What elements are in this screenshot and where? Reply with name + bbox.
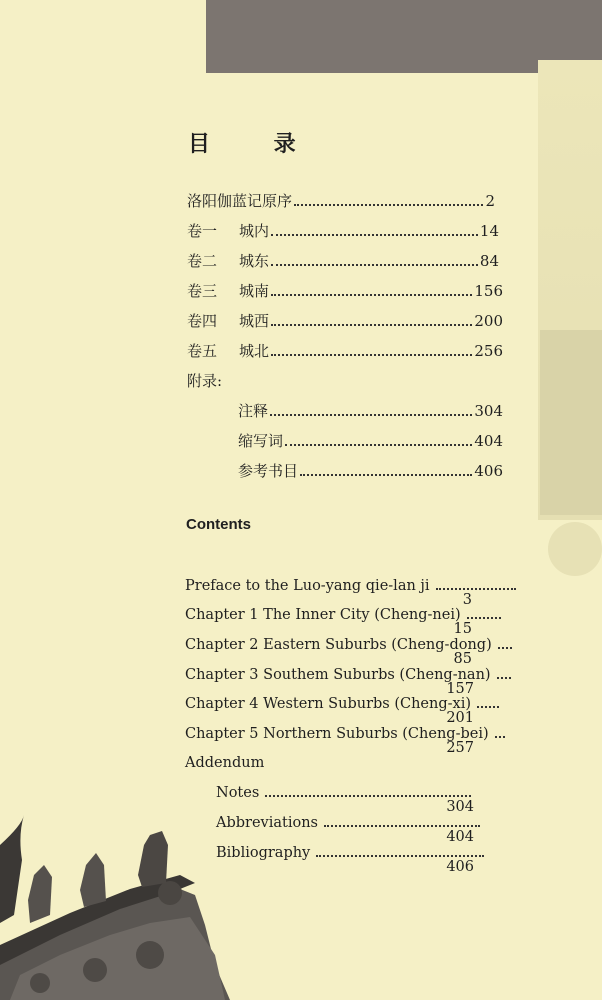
cn-toc-entry[interactable] bbox=[187, 250, 499, 271]
cn-toc-page: 14 bbox=[479, 222, 499, 240]
dot-leader bbox=[265, 785, 471, 797]
cn-appendix-heading bbox=[187, 370, 222, 391]
dot-leader bbox=[271, 253, 478, 266]
cn-toc-page: 2 bbox=[485, 192, 495, 210]
cn-toc-page: 84 bbox=[479, 252, 499, 270]
en-toc-page: 85 bbox=[453, 651, 472, 667]
cn-toc-entry[interactable] bbox=[238, 400, 503, 421]
en-toc-label: Chapter 4 Western Suburbs (Cheng-xi) bbox=[185, 696, 471, 712]
cn-toc-page: 200 bbox=[474, 312, 503, 330]
en-toc-page: 201 bbox=[446, 710, 474, 726]
cn-toc-label: 城内 bbox=[239, 222, 270, 240]
cn-volume-label: 卷一 bbox=[187, 222, 218, 240]
cn-toc-entry[interactable] bbox=[187, 220, 499, 241]
en-toc-page: 404 bbox=[446, 829, 474, 845]
en-toc-page: 304 bbox=[446, 799, 474, 815]
cn-contents-title: 目 录 bbox=[188, 131, 324, 157]
cn-toc-label: 洛阳伽蓝记原序 bbox=[187, 192, 293, 210]
bleed-through-circle bbox=[548, 522, 602, 576]
en-toc-label: Chapter 5 Northern Suburbs (Cheng-bei) bbox=[185, 726, 489, 742]
cn-toc-label: 注释 bbox=[238, 402, 269, 420]
cn-toc-entry[interactable] bbox=[238, 460, 503, 481]
dot-leader bbox=[477, 696, 499, 708]
cn-appendix-label: 附录: bbox=[187, 372, 223, 390]
cn-toc-entry[interactable] bbox=[187, 310, 503, 331]
cn-toc-page: 304 bbox=[474, 402, 503, 420]
en-toc-page: 15 bbox=[453, 621, 472, 637]
cn-toc-label: 缩写词 bbox=[238, 432, 284, 450]
dot-leader bbox=[300, 463, 472, 476]
dot-leader bbox=[467, 607, 501, 619]
dot-leader bbox=[316, 845, 484, 857]
cn-toc-page: 156 bbox=[474, 282, 503, 300]
en-addendum-label: Addendum bbox=[185, 755, 265, 771]
cn-toc-label: 城南 bbox=[239, 282, 270, 300]
cn-toc-label: 城西 bbox=[239, 312, 270, 330]
dot-leader bbox=[324, 815, 480, 827]
cn-toc-label: 参考书目 bbox=[238, 462, 299, 480]
en-toc-label: Preface to the Luo-yang qie-lan ji bbox=[185, 578, 430, 594]
en-contents-heading: Contents bbox=[186, 516, 251, 533]
bleed-through-image bbox=[540, 330, 602, 515]
en-toc-label: Notes bbox=[216, 785, 260, 801]
cn-toc-entry[interactable] bbox=[187, 280, 503, 301]
en-toc-page: 406 bbox=[446, 859, 474, 875]
cn-toc-page: 406 bbox=[474, 462, 503, 480]
en-toc-label: Chapter 2 Eastern Suburbs (Cheng-dong) bbox=[185, 637, 492, 653]
cn-toc-entry[interactable] bbox=[187, 340, 503, 361]
en-toc-page: 157 bbox=[446, 681, 474, 697]
dot-leader bbox=[271, 313, 472, 326]
dot-leader bbox=[497, 667, 511, 679]
en-toc-label: Bibliography bbox=[216, 845, 311, 861]
en-toc-label: Chapter 3 Southem Suburbs (Cheng-nan) bbox=[185, 667, 491, 683]
dot-leader bbox=[495, 726, 505, 738]
en-toc-page: 257 bbox=[446, 740, 474, 756]
en-toc-label: Chapter 1 The Inner City (Cheng-nei) bbox=[185, 607, 461, 623]
en-toc-page: 3 bbox=[462, 592, 472, 608]
cn-volume-label: 卷二 bbox=[187, 252, 218, 270]
dot-leader bbox=[498, 637, 512, 649]
dot-leader bbox=[271, 283, 472, 296]
en-toc-label: Abbreviations bbox=[216, 815, 318, 831]
cn-toc-page: 404 bbox=[474, 432, 503, 450]
roof-ornament-illustration bbox=[0, 805, 230, 1000]
cn-toc-page: 256 bbox=[474, 342, 503, 360]
cn-toc-label: 城北 bbox=[239, 342, 270, 360]
cn-volume-label: 卷四 bbox=[187, 312, 218, 330]
dot-leader bbox=[436, 578, 516, 590]
en-addendum-heading bbox=[185, 755, 264, 771]
cn-volume-label: 卷三 bbox=[187, 282, 218, 300]
dot-leader bbox=[271, 343, 472, 356]
cn-toc-label: 城东 bbox=[239, 252, 270, 270]
dot-leader bbox=[285, 433, 472, 446]
dot-leader bbox=[294, 193, 483, 206]
dot-leader bbox=[270, 403, 472, 416]
cn-toc-entry[interactable] bbox=[238, 430, 503, 451]
cn-volume-label: 卷五 bbox=[187, 342, 218, 360]
cn-toc-entry[interactable] bbox=[187, 190, 495, 211]
dot-leader bbox=[271, 223, 478, 236]
